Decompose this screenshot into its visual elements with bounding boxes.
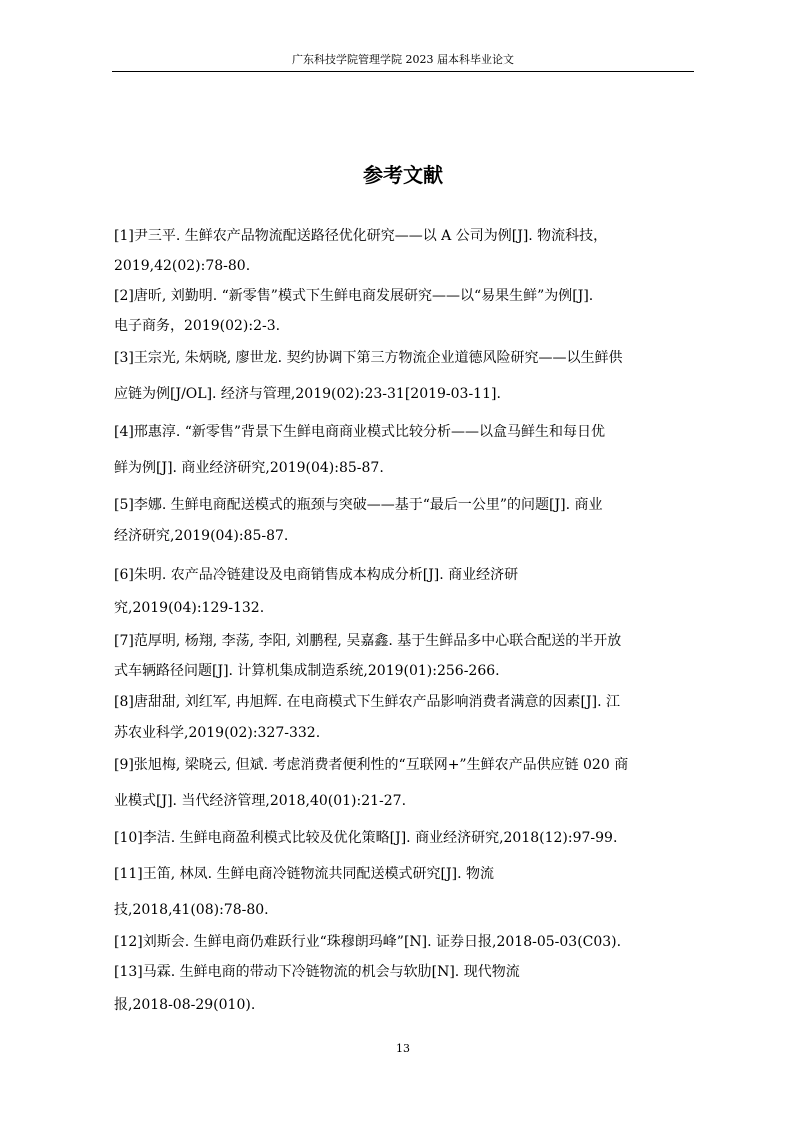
reference-5-line-1: [5]李娜. 生鲜电商配送模式的瓶颈与突破——基于“最后一公里”的问题[J]. 商业 (114, 497, 603, 513)
page-title: 参考文献 (363, 163, 443, 187)
reference-13-line-2: 报,2018-08-29(010). (114, 997, 256, 1013)
page-number: 13 (396, 1042, 410, 1055)
reference-8-line-1: [8]唐甜甜, 刘红军, 冉旭辉. 在电商模式下生鲜农产品影响消费者满意的因素[J]. 江 (114, 694, 620, 710)
reference-4-line-2: 鲜为例[J]. 商业经济研究,2019(04):85-87. (114, 460, 384, 476)
reference-7-line-1: [7]范厚明, 杨翔, 李荡, 李阳, 刘鹏程, 吴嘉鑫. 基于生鲜品多中心联合配送的半开放 (114, 633, 622, 649)
reference-7-line-2: 式车辆路径问题[J]. 计算机集成制造系统,2019(01):256-266. (114, 663, 500, 679)
reference-6-line-1: [6]朱明. 农产品冷链建设及电商销售成本构成分析[J]. 商业经济研 (114, 567, 519, 583)
reference-3-line-1: [3]王宗光, 朱炳晓, 廖世龙. 契约协调下第三方物流企业道德风险研究——以生鲜供 (114, 350, 623, 366)
reference-6-line-2: 究,2019(04):129-132. (114, 600, 265, 616)
reference-2-line-2: 电子商务，2019(02):2-3. (114, 318, 281, 334)
reference-13-line-1: [13]马霖. 生鲜电商的带动下冷链物流的机会与软肋[N]. 现代物流 (114, 964, 520, 980)
reference-10-line-1: [10]李洁. 生鲜电商盈利模式比较及优化策略[J]. 商业经济研究,2018(12):97-99. (114, 830, 618, 846)
reference-11-line-1: [11]王笛, 林凤. 生鲜电商冷链物流共同配送模式研究[J]. 物流 (114, 866, 494, 882)
reference-5-line-2: 经济研究,2019(04):85-87. (114, 528, 289, 544)
reference-9-line-1: [9]张旭梅, 梁晓云, 但斌. 考虑消费者便利性的“互联网+”生鲜农产品供应链 020 商 (114, 757, 629, 773)
reference-9-line-2: 业模式[J]. 当代经济管理,2018,40(01):21-27. (114, 793, 407, 809)
reference-4-line-1: [4]邢惠淳. “新零售”背景下生鲜电商商业模式比较分析——以盒马鲜生和每日优 (114, 424, 606, 440)
reference-11-line-2: 技,2018,41(08):78-80. (114, 902, 269, 918)
reference-2-line-1: [2]唐昕, 刘勤明. “新零售”模式下生鲜电商发展研究——以“易果生鲜”为例[J]. (114, 288, 594, 304)
reference-3-line-2: 应链为例[J/OL]. 经济与管理,2019(02):23-31[2019-03-11]. (114, 386, 501, 402)
running-header: 广东科技学院管理学院 2023 届本科毕业论文 (292, 53, 514, 66)
reference-1-line-1: [1]尹三平. 生鲜农产品物流配送路径优化研究——以 A 公司为例[J]. 物流科技， (114, 228, 608, 244)
reference-12-line-1: [12]刘斯会. 生鲜电商仍难跃行业“珠穆朗玛峰”[N]. 证券日报,2018-05-03(C03). (114, 934, 622, 950)
header-divider (112, 71, 694, 72)
reference-1-line-2: 2019,42(02):78-80. (114, 258, 251, 274)
reference-8-line-2: 苏农业科学,2019(02):327-332. (114, 725, 321, 741)
